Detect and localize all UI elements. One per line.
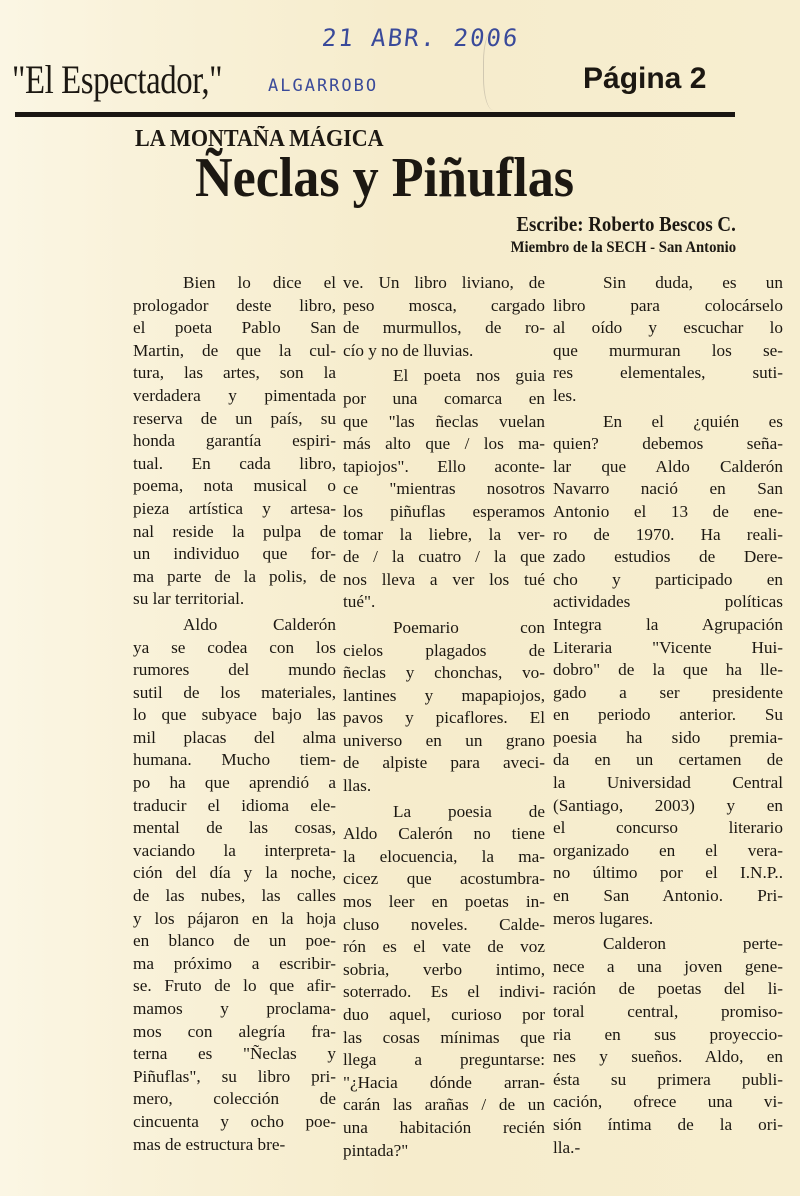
text-line: mas de estructura bre- [133, 1134, 286, 1154]
text-line: reserva de un país, su [133, 408, 336, 428]
text-line: universo en un grano [343, 730, 545, 750]
text-line: mil placas del alma [133, 727, 336, 747]
text-line: quien? debemos seña- [553, 434, 783, 454]
article-column-3 [553, 272, 783, 1162]
text-line: llega a preguntarse: [343, 1050, 545, 1070]
text-line: tué". [343, 592, 376, 612]
text-line: el concurso literario [553, 818, 783, 838]
text-line: una habitación recién [343, 1117, 545, 1137]
text-line: nes y sueños. Aldo, en [553, 1047, 783, 1067]
page-number: Página 2 [583, 62, 707, 95]
text-line: de murmullos, de ro- [343, 318, 545, 338]
text-line: La poesia de [393, 801, 545, 821]
text-line: Bien lo dice el [183, 273, 336, 292]
text-line: de alpiste para aveci- [343, 753, 545, 773]
text-line: vaciando la interpreta- [133, 840, 336, 860]
text-line: más alto que / los ma- [343, 434, 545, 454]
text-line: meros lugares. [553, 908, 654, 928]
text-line: ración de poetas del li- [553, 979, 783, 999]
text-line: ma parte de la polis, de [133, 566, 336, 586]
text-line: mos con alegría fra- [133, 1021, 336, 1041]
text-line: mental de las cosas, [133, 818, 336, 838]
text-line: Aldo Calderón [183, 614, 336, 634]
text-line: carán las arañas / de un [343, 1095, 545, 1115]
paragraph [553, 933, 783, 1159]
text-line: Martin, de que la cul- [133, 340, 336, 360]
text-line: peso mosca, cargado [343, 295, 545, 315]
text-line: terna es "Ñeclas y [133, 1044, 336, 1064]
text-line: ve. Un libro liviano, de [343, 273, 545, 292]
paragraph [343, 365, 545, 614]
text-line: Literaria "Vicente Hui- [553, 637, 783, 657]
text-line: poema, nota musical o [133, 476, 336, 496]
text-line: cación, ofrece una vi- [553, 1092, 783, 1112]
text-line: mamos y proclama- [133, 999, 336, 1018]
handwritten-town: ALGARROBO [268, 76, 379, 96]
text-line: la Universidad Central [553, 773, 783, 793]
text-line: da en un certamen de [553, 750, 783, 770]
text-line: ria en sus proyeccio- [553, 1024, 783, 1044]
text-line: En el ¿quién es [603, 411, 783, 431]
section-heading: LA MONTAÑA MÁGICA [135, 126, 384, 152]
text-line: dobro" de la que ha lle- [553, 660, 783, 680]
text-line: Piñuflas", su libro pri- [133, 1066, 336, 1086]
text-line: nos lleva a ver los tué [343, 569, 545, 589]
text-line: ro de 1970. Ha reali- [553, 524, 783, 544]
text-line: ya se codea con los [133, 637, 336, 657]
text-line: Aldo Calerón no tiene [343, 824, 545, 844]
text-line: verdadera y pimentada [133, 385, 336, 405]
text-line: cluso noveles. Calde- [343, 914, 545, 934]
text-line: de / la cuatro / la que [343, 547, 545, 567]
text-line: llas. [343, 776, 372, 796]
text-line: zado estudios de Dere- [553, 547, 783, 567]
text-line: y los pájaron en la hoja [133, 908, 336, 928]
text-line: lantines y mapapiojos, [343, 685, 545, 705]
text-line: poesia ha sido premia- [553, 727, 783, 747]
text-line: Sin duda, es un [603, 273, 783, 292]
text-line: soterrado. Es el indivi- [343, 982, 545, 1002]
text-line: cielos plagados de [343, 640, 545, 660]
text-line: en blanco de un poe- [133, 931, 336, 951]
text-line: El poeta nos guia [393, 366, 545, 386]
text-line: lo que subyace bajo las [133, 705, 336, 725]
text-line: cicez que acostumbra- [343, 869, 545, 889]
text-line: por una comarca en [343, 388, 545, 408]
text-line: res elementales, suti- [553, 363, 783, 383]
paragraph [343, 617, 545, 798]
text-line: la elocuencia, la ma- [343, 846, 545, 866]
text-line: ñeclas y chonchas, vo- [343, 663, 545, 683]
text-line: sutil de los materiales, [133, 682, 336, 702]
text-line: toral central, promiso- [553, 1002, 783, 1021]
text-line: gado a ser presidente [553, 682, 783, 702]
text-line: que murmuran los se- [553, 340, 783, 360]
text-line: Poemario con [393, 617, 545, 637]
text-line: el poeta Pablo San [133, 318, 336, 338]
text-line: se. Fruto de lo que afir- [133, 976, 336, 996]
text-line: ción del día y la noche, [133, 863, 336, 883]
text-line: su lar territorial. [133, 589, 245, 609]
text-line: Antonio el 13 de ene- [553, 501, 783, 521]
text-line: sión íntima de la ori- [553, 1114, 783, 1134]
text-line: prologador deste libro, [133, 295, 336, 315]
text-line: libro para colocárselo [553, 295, 783, 315]
header-rule [15, 112, 735, 117]
paragraph [133, 614, 336, 1156]
text-line: les. [553, 385, 577, 405]
paragraph [553, 411, 783, 931]
text-line: tapiojos". Ello aconte- [343, 456, 545, 476]
text-line: actividades políticas [553, 592, 783, 612]
article-column-2 [343, 272, 545, 1165]
text-line: de las nubes, las calles [133, 886, 336, 906]
text-line: cho y participado en [553, 569, 783, 589]
text-line: mero, colección de [133, 1089, 336, 1109]
text-line: los piñuflas esperamos [343, 501, 545, 521]
text-line: cío y no de lluvias. [343, 340, 474, 360]
text-line: po ha que aprendió a [133, 773, 336, 793]
pen-mark [483, 30, 508, 110]
text-line: Integra la Agrupación [553, 614, 783, 634]
text-line: rumores del mundo [133, 660, 336, 680]
text-line: lla.- [553, 1137, 581, 1157]
text-line: tura, las artes, son la [133, 363, 336, 383]
author-affiliation: Miembro de la SECH - San Antonio [510, 239, 736, 256]
text-line: cincuenta y ocho poe- [133, 1111, 336, 1131]
text-line: pavos y picaflores. El [343, 708, 545, 728]
text-line: ésta su primera publi- [553, 1069, 783, 1089]
text-line: "¿Hacia dónde arran- [343, 1072, 545, 1092]
text-line: no último por el I.N.P.. [553, 863, 783, 883]
text-line: nal reside la pulpa de [133, 521, 336, 541]
paragraph [343, 801, 545, 1163]
text-line: en periodo anterior. Su [553, 705, 783, 725]
text-line: traducir el idioma ele- [133, 795, 336, 815]
text-line: honda garantía espiri- [133, 431, 336, 451]
paragraph [133, 272, 336, 611]
text-line: ce "mientras nosotros [343, 479, 545, 499]
byline: Escribe: Roberto Bescos C. [516, 212, 736, 236]
paragraph [343, 272, 545, 362]
text-line: sobria, verbo intimo, [343, 959, 545, 979]
text-line: al oído y escuchar lo [553, 318, 783, 338]
text-line: (Santiago, 2003) y en [553, 795, 783, 815]
text-line: pieza artística y artesa- [133, 498, 336, 518]
handwritten-date: 21 ABR. 2006 [320, 24, 521, 52]
paragraph [553, 272, 783, 408]
text-line: un individuo que for- [133, 544, 336, 564]
newspaper-name: "El Espectador," [12, 57, 223, 102]
text-line: humana. Mucho tiem- [133, 750, 336, 770]
text-line: ma próximo a escribir- [133, 953, 336, 973]
text-line: organizado en el vera- [553, 840, 783, 860]
text-line: Calderon perte- [603, 934, 783, 954]
text-line: rón es el vate de voz [343, 937, 545, 957]
text-line: Navarro nació en San [553, 479, 783, 499]
text-line: lar que Aldo Calderón [553, 456, 783, 476]
article-column-1 [133, 272, 336, 1159]
text-line: las cosas mínimas que [343, 1027, 545, 1047]
text-line: que "las ñeclas vuelan [343, 411, 545, 431]
text-line: tomar la liebre, la ver- [343, 524, 545, 544]
text-line: tual. En cada libro, [133, 453, 336, 473]
text-line: en San Antonio. Pri- [553, 886, 783, 906]
text-line: mos leer en poetas in- [343, 892, 545, 912]
text-line: nece a una joven gene- [553, 956, 783, 976]
text-line: pintada?" [343, 1140, 409, 1160]
text-line: duo aquel, curioso por [343, 1005, 545, 1024]
article-title: Ñeclas y Piñuflas [195, 147, 575, 209]
